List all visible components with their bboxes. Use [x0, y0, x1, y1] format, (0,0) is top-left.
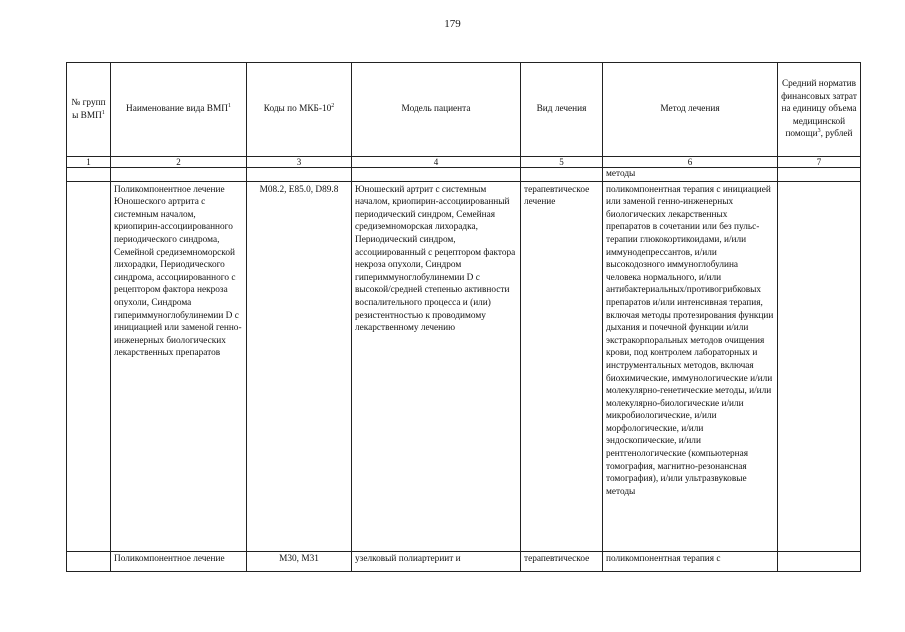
page-number: 179: [444, 18, 461, 30]
cell-model: узелковый полиартериит и: [352, 551, 521, 571]
cell-codes: [247, 168, 352, 182]
cell-cost: [778, 168, 861, 182]
table-row: [67, 181, 861, 551]
cell-treatment-type: терапевтическое: [521, 551, 603, 571]
cell-codes: M30, M31: [247, 551, 352, 571]
table-header-row: [67, 63, 861, 157]
column-number: 6: [603, 157, 778, 168]
table-row: [67, 168, 861, 182]
cell-method: поликомпонентная терапия с: [603, 551, 778, 571]
column-number: 5: [521, 157, 603, 168]
header-treatment-type: Вид лечения: [521, 63, 603, 157]
column-number: 3: [247, 157, 352, 168]
cell-group: [67, 168, 111, 182]
header-patient-model: Модель пациента: [352, 63, 521, 157]
column-number: 2: [111, 157, 247, 168]
cell-name: [111, 168, 247, 182]
vmp-table: [66, 62, 861, 572]
cell-model: Юношеский артрит с системным началом, криопирин-ассоциированный периодический синдром, Семейная средиземноморская лихорадка, Периодический синдром, ассоциированный с рецептором фактора некроза опухоли, Синдром гипериммуноглобулинемии D с высокой/средней степенью активности воспалительного процесса и (или) резистентностью к проводимому лекарственному лечению: [352, 181, 521, 551]
header-group-number: № групп ы ВМП$^1$: [67, 63, 111, 157]
header-vmp-name: Наименование вида ВМП$^1$: [111, 63, 247, 157]
column-number-row: [67, 157, 861, 168]
cell-method: поликомпонентная терапия с инициацией или заменой генно-инженерных биологических лекарственных препаратов в сочетании или без пульс-терапии глюкокортикоидами, и/или иммунодепрессантов, и/или высокодозного иммуноглобулина человека нормального, и/или антибактериальных/противогрибковых препаратов и/или интенсивная терапия, включая методы протезирования функции дыхания и почечной функции и/или экстракорпоральных методов очищения крови, под контролем лабораторных и инструментальных методов, включая биохимические, иммунологические и/или молекулярно-генетические методы, и/или молекулярно-биологические и/или микробиологические, и/или морфологические, и/или эндоскопические, и/или рентгенологические (компьютерная томография, магнитно-резонансная томография), и/или ультразвуковые методы: [603, 181, 778, 551]
cell-cost: [778, 551, 861, 571]
cell-cost: [778, 181, 861, 551]
table-row: [67, 551, 861, 571]
column-number: 1: [67, 157, 111, 168]
column-number: 4: [352, 157, 521, 168]
cell-method: методы: [603, 168, 778, 182]
header-cost-standard: Средний норматив финансовых затрат на единицу объема медицинской помощи$^3$, рублей: [778, 63, 861, 157]
cell-name: Поликомпонентное лечение Юношеского артрита с системным началом, криопирин-ассоциированного периодического синдрома, Семейной средиземноморской лихорадки, Периодического синдрома, ассоциированного с рецептором фактора некроза опухоли, Синдрома гипериммуноглобулинемии D с инициацией или заменой генно-инженерных биологических лекарственных препаратов: [111, 181, 247, 551]
cell-group: [67, 551, 111, 571]
header-treatment-method: Метод лечения: [603, 63, 778, 157]
cell-group: [67, 181, 111, 551]
cell-model: [352, 168, 521, 182]
header-icd-codes: Коды по МКБ-$10^2$: [247, 63, 352, 157]
cell-name: Поликомпонентное лечение: [111, 551, 247, 571]
cell-codes: M08.2, E85.0, D89.8: [247, 181, 352, 551]
cell-treatment-type: [521, 168, 603, 182]
cell-treatment-type: терапевтическое лечение: [521, 181, 603, 551]
column-number: 7: [778, 157, 861, 168]
